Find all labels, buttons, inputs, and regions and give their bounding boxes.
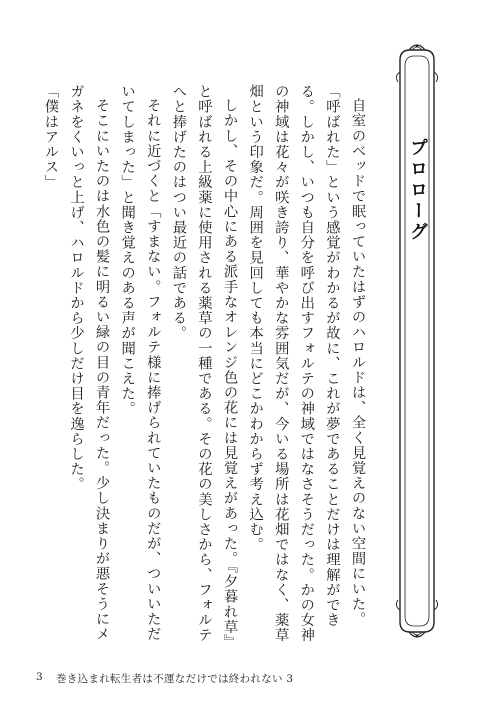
- page-footer: [0, 671, 500, 691]
- paragraph: 自室のベッドで眠っていたはずのハロルドは、全く見覚えのない空間にいた。: [350, 98, 366, 627]
- paragraph: そこにいたのは水色の髪に明るい緑の目の青年だった。少し決まりが悪そうにメガネをくいっと上げ、ハロルドから少しだけ目を逸らした。: [68, 84, 111, 642]
- chapter-title: プロローグ: [407, 138, 428, 243]
- paragraph: 「呼ばれた」という感覚がわかるが故に、これが夢であることだけは理解ができる。しかし、いつも自分を呼び出すフォルテの神域ではなさそうだった。かの女神の神域は花々が咲き誇り、華やかな雰囲気だが、今いる場所は花畑ではなく、薬草畑という印象だ。周囲を見回しても本当にどこかわからず考え込む。: [247, 84, 341, 643]
- body-text: [42, 84, 370, 644]
- chapter-title-plate: [392, 42, 442, 640]
- ornate-frame: [392, 42, 442, 640]
- paragraph: 「僕はアルス」: [42, 84, 59, 190]
- running-title: 巻き込まれ転生者は不運なだけでは終われない 3: [56, 673, 294, 685]
- page-number: 3: [36, 671, 43, 683]
- paragraph: しかし、その中心にある派手なオレンジ色の花には見覚えがあった。『夕暮れ草』と呼ばれる上級薬に使用される薬草の一種である。その花の美しさから、フォルテへと捧げたのはつい最近の話である。: [170, 84, 239, 643]
- paragraph: それに近づくと「すまない。フォルテ様に捧げられていたものだが、ついいただいてしまった」と聞き覚えのある声が聞こえた。: [119, 84, 162, 642]
